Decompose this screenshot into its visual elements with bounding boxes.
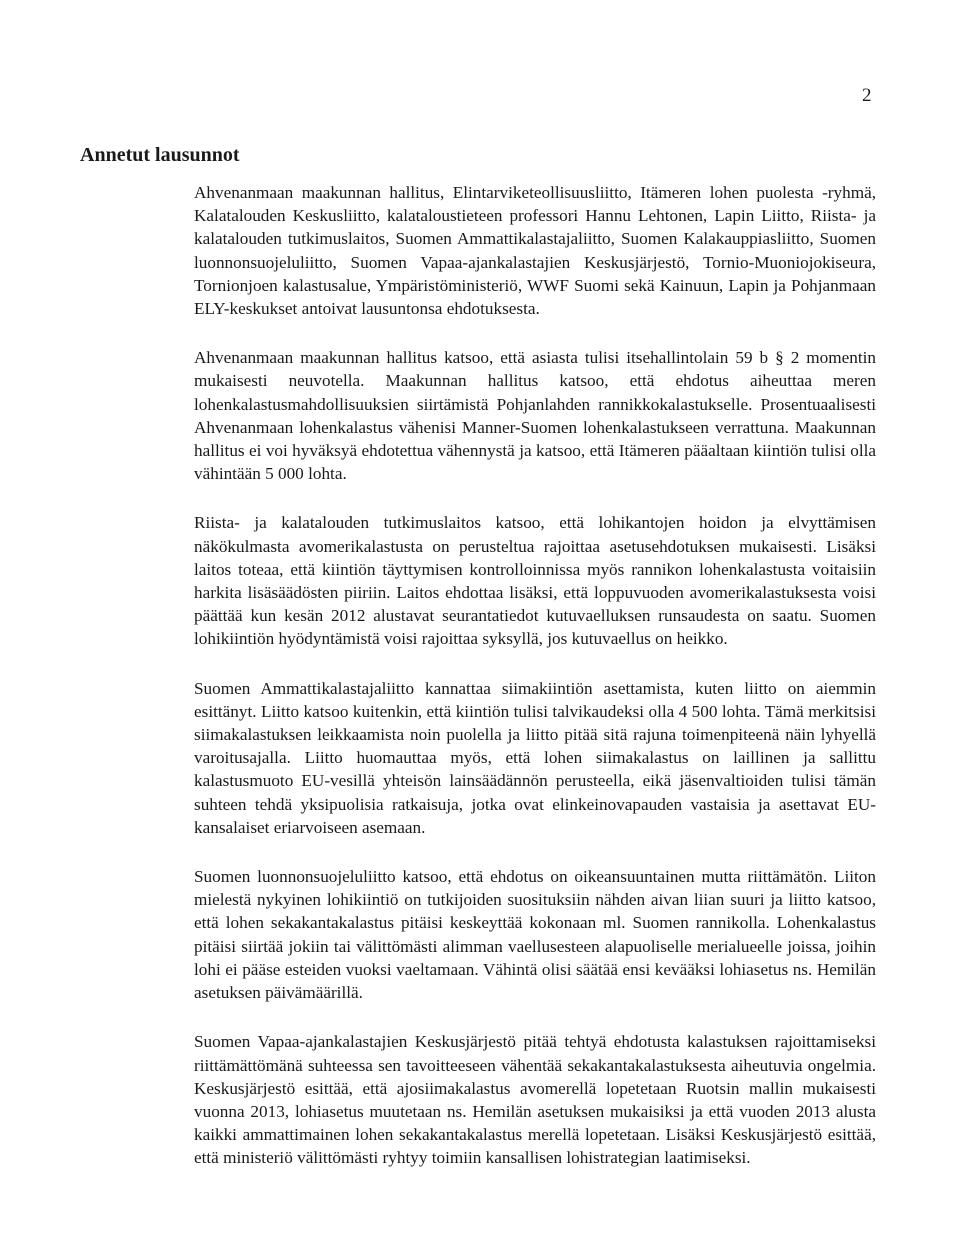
paragraph-recreational-fishers: Suomen Vapaa-ajankalastajien Keskusjärjestö pitää tehtyä ehdotusta kalastuksen rajoittamiseksi riittämättömänä suhteessa sen tavoitteeseen vähentää sekakantakalastuksesta aiheutuvia ongelmia. Keskusjärjestö esittää, että ajosiimakalastus avomerellä lopetetaan Ruotsin mallin mukaisesti vuonna 2013, lohiasetus muutetaan ns. Hemilän asetuksen mukaisiksi ja että vuoden 2013 alusta kaikki ammattimainen lohen sekakantakalastus merellä lopetetaan. Lisäksi Keskusjärjestö esittää, että ministeriö välittömästi ryhtyy toimiin kansallisen lohistrategian laatimiseksi.	[194, 1032, 876, 1168]
paragraph-statements-given: Ahvenanmaan maakunnan hallitus, Elintarviketeollisuusliitto, Itämeren lohen puolesta -ryhmä, Kalatalouden Keskusliitto, kalataloustieteen professori Hannu Lehtonen, Lapin Liitto, Riista- ja kalatalouden tutkimuslaitos, Suomen Ammattikalastajaliitto, Suomen Kalakauppiasliitto, Suomen luonnonsuojeluliitto, Suomen Vapaa-ajankalastajien Keskusjärjestö, Tornio-Muoniojokiseura, Tornionjoen kalastusalue, Ympäristöministeriö, WWF Suomi sekä Kainuun, Lapin ja Pohjanmaan ELY-keskukset antoivat lausuntonsa ehdotuksesta.	[194, 183, 876, 319]
section-heading: Annetut lausunnot	[80, 144, 240, 166]
paragraph-professional-fishers: Suomen Ammattikalastajaliitto kannattaa siimakiintiön asettamista, kuten liitto on aiemmin esittänyt. Liitto katsoo kuitenkin, että kiintiön tulisi talvikaudeksi olla 4 500 lohta. Tämä merkitsisi siimakalastuksen leikkaamista noin puolella ja liitto pitää sitä rajuna toimenpiteenä näin lyhyellä varoitusajalla. Liitto huomauttaa myös, että lohen siimakalastus on laillinen ja sallittu kalastusmuoto EU-vesillä yhteisön lainsäädännön perusteella, eikä jäsenvaltioiden tulisi tämän suhteen tehdä yksipuolisia ratkaisuja, jotka ovat elinkeinovapauden vastaisia ja asettavat EU-kansalaiset eriarvoiseen asemaan.	[194, 678, 876, 837]
document-body	[194, 181, 876, 1196]
paragraph-research-institute: Riista- ja kalatalouden tutkimuslaitos katsoo, että lohikantojen hoidon ja elvyttämisen näkökulmasta avomerikalastusta on perusteltua rajoittaa asetusehdotuksen mukaisesti. Lisäksi laitos toteaa, että kiintiön täyttymisen kontrolloinnissa myös rannikon lohenkalastusta voitaisiin harkita lisäsäädösten piiriin. Laitos ehdottaa lisäksi, että loppuvuoden avomerikalastuksesta voisi päättää kun kesän 2012 alustavat seurantatiedot kutuvaelluksen runsaudesta on saatu. Suomen lohikiintiön hyödyntämistä voisi rajoittaa syksyllä, jos kutuvaellus on heikko.	[194, 513, 876, 649]
paragraph-nature-conservation: Suomen luonnonsuojeluliitto katsoo, että ehdotus on oikeansuuntainen mutta riittämätön. Liiton mielestä nykyinen lohikiintiö on tutkijoiden suosituksiin nähden aivan liian suuri ja liitto katsoo, että lohen sekakantakalastus pitäisi keskeyttää kokonaan ml. Suomen rannikolla. Lohenkalastus pitäisi siirtää jokiin tai välittömästi alimman vaellusesteen alapuoliselle merialueelle joissa, joihin lohi ei pääse esteiden vuoksi vaeltamaan. Vähintä olisi säätää ensi kevääksi lohiasetus ns. Hemilän asetuksen päivämäärillä.	[194, 867, 876, 1003]
paragraph-aland-government: Ahvenanmaan maakunnan hallitus katsoo, että asiasta tulisi itsehallintolain 59 b § 2 momentin mukaisesti neuvotella. Maakunnan hallitus katsoo, että ehdotus aiheuttaa meren lohenkalastusmahdollisuuksien siirtämistä Pohjanlahden rannikkokalastukselle. Prosentuaalisesti Ahvenanmaan lohenkalastus vähenisi Manner-Suomen lohenkalastukseen verrattuna. Maakunnan hallitus ei voi hyväksyä ehdotettua vähennystä ja katsoo, että Itämeren pääaltaan kiintiön tulisi olla vähintään 5 000 lohta.	[194, 348, 876, 484]
page-number: 2	[862, 85, 872, 106]
